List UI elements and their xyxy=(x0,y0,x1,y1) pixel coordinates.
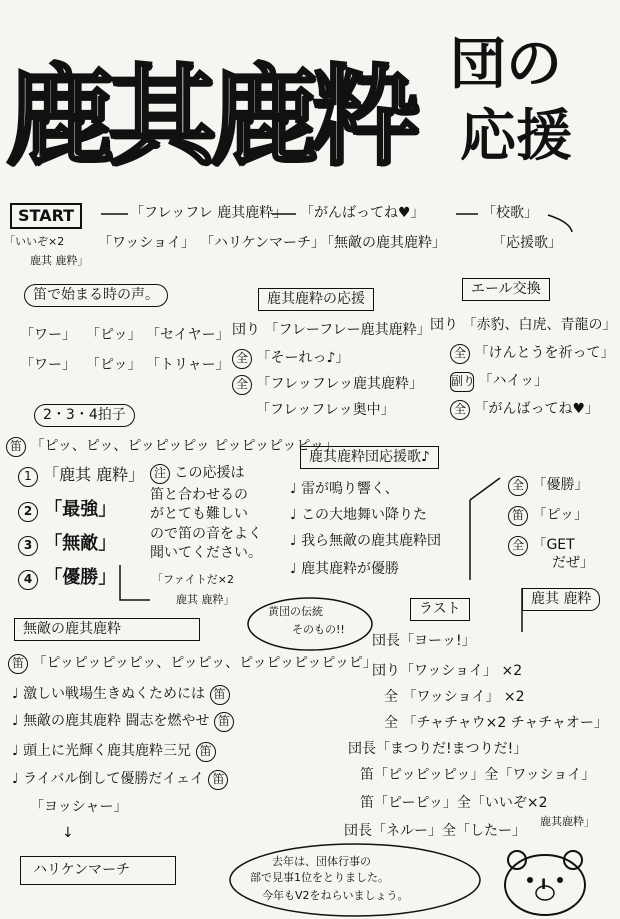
shout: 「ワー」 xyxy=(20,357,76,373)
note-line: 注 この応援は xyxy=(150,464,262,484)
bear-eye-icon xyxy=(527,877,533,883)
footer-bubble-line: 去年は、団体行事の xyxy=(272,855,371,868)
section-title-invincible: 無敵の鹿其鹿粋 xyxy=(14,618,200,641)
song-line: ♩ 鹿其鹿粋が優勝 xyxy=(290,561,400,577)
speaker-all: 全 xyxy=(232,349,252,369)
arrow-curve xyxy=(548,215,572,232)
bracket-line xyxy=(120,565,150,600)
footer-bubble-line: 今年もV2をねらいましょう。 xyxy=(262,889,409,902)
speaker-all: 全 xyxy=(450,344,470,364)
speaker-all: 全 xyxy=(508,476,528,496)
title-main xyxy=(6,30,414,185)
yell-line xyxy=(430,318,616,333)
beat-whistle-text: 「ピッ、ピッ、ピッピッピッ ピッピッピッピッ」 xyxy=(30,438,338,454)
yell-line xyxy=(450,372,548,392)
last-line: 笛「ピッピッピッ」全「ワッショイ」 xyxy=(360,767,596,783)
title-char: 粋 xyxy=(312,54,415,180)
last-line: 団長「まつりだ!まつりだ!」 xyxy=(348,741,528,757)
whistle-icon: 笛 xyxy=(214,712,234,732)
sequence-item-cont: 鹿其 鹿粋」 xyxy=(30,254,89,267)
note-line: がとても難しい xyxy=(150,506,248,523)
song-line: ♩ 我ら無敵の鹿其鹿粋団 xyxy=(290,533,442,549)
song-response-cont: だぜ」 xyxy=(552,555,594,571)
bubble-text: 黄団の伝統 xyxy=(268,605,323,618)
speaker-all: 全 xyxy=(508,536,528,556)
speaker-all: 全 xyxy=(232,375,252,395)
last-line: 笛「ピーピッ」全「いいぞ×2 xyxy=(360,795,548,811)
last-line: 団り「ワッショイ」 ×2 xyxy=(372,663,523,679)
start-label: START xyxy=(10,203,82,229)
yell-line xyxy=(450,400,599,420)
note-line: 聞いてください。 xyxy=(150,545,262,562)
beat-item-text: 「無敵」 xyxy=(44,533,117,554)
yell-text: 「ハイッ」 xyxy=(478,373,549,389)
yell-text: 「けんとうを祈って」 xyxy=(474,345,615,361)
note-mark: 注 xyxy=(150,464,170,484)
invincible-line: ♩ 激しい戦場生きぬくためには 笛 xyxy=(12,685,230,705)
speaker-vice: 副り xyxy=(450,372,474,392)
number-badge: 1 xyxy=(18,467,38,487)
section-title-beat: 2・3・4拍子 xyxy=(34,404,135,427)
bear-letter: I xyxy=(541,877,547,893)
sequence-item: 「ハリケンマーチ」 xyxy=(200,235,326,251)
title-char: 鹿 xyxy=(6,54,109,180)
invincible-line: ♩ 頭上に光輝く鹿其鹿粋三兄 笛 xyxy=(12,742,216,762)
bracket-line xyxy=(470,478,500,500)
cheer-line xyxy=(256,403,395,418)
beat-item-text: 「鹿其 鹿粋」 xyxy=(43,465,145,484)
shout: 「ピッ」 xyxy=(86,357,142,373)
section-title-yell: エール交換 xyxy=(462,278,550,301)
song-response: 笛 「ピッ」 xyxy=(508,506,588,526)
beat-item xyxy=(18,568,116,590)
cheer-text: 「フレッフレッ奥中」 xyxy=(256,402,395,418)
yell-line xyxy=(450,344,614,364)
beat-item xyxy=(18,500,116,522)
section-title-last: ラスト xyxy=(410,598,470,621)
sequence-item: 「ワッショイ」 xyxy=(98,235,196,251)
title-side-top: 団の xyxy=(450,32,562,97)
last-line-cont: 鹿其鹿粋」 xyxy=(540,815,595,828)
beat-item xyxy=(18,466,144,487)
fight-call: 「ファイトだ×2 xyxy=(152,573,234,586)
shout: 「ピッ」 xyxy=(86,327,142,343)
sequence-item: 「いいぞ×2 xyxy=(4,235,65,248)
end-shout: 「ヨッシャー」 xyxy=(30,799,128,815)
section-title-cheer: 鹿其鹿粋の応援 xyxy=(258,288,374,311)
fight-call-cont: 鹿其 鹿粋」 xyxy=(176,593,235,606)
whistle-icon: 笛 xyxy=(210,685,230,705)
whistle-icon: 笛 xyxy=(8,654,28,674)
cheer-text: 「フレッフレッ鹿其鹿粋」 xyxy=(256,376,424,392)
whistle-icon: 笛 xyxy=(208,770,228,790)
speaker: 団り xyxy=(232,322,260,338)
shout: 「ワー」 xyxy=(20,327,76,343)
invincible-line: ♩ 無敵の鹿其鹿粋 闘志を燃やせ 笛 xyxy=(12,712,234,732)
sequence-item: 「校歌」 xyxy=(482,205,538,221)
cheer-line xyxy=(232,349,349,369)
bear-eye-icon xyxy=(557,877,563,883)
speaker: 団り xyxy=(430,317,458,333)
sequence-item: 「応援歌」 xyxy=(492,235,562,251)
flag-banner: 鹿其 鹿粋 xyxy=(522,588,600,611)
shout: 「トリャー」 xyxy=(146,357,230,373)
cheer-line xyxy=(232,323,431,338)
cheer-text: 「フレーフレー鹿其鹿粋」 xyxy=(264,322,431,338)
last-line: 団長「ネルー」全「したー」 xyxy=(344,823,526,839)
title-char: 鹿 xyxy=(210,54,313,180)
number-badge: 4 xyxy=(18,570,38,590)
cheer-line xyxy=(232,375,423,395)
last-line: 団長「ヨーッ!」 xyxy=(372,633,476,649)
down-arrow-icon: ↓ xyxy=(62,825,74,841)
beat-item-text: 「最強」 xyxy=(44,499,117,520)
last-line: 全 「ワッショイ」 ×2 xyxy=(384,689,525,705)
note-line: ので笛の音をよく xyxy=(150,525,262,542)
section-title-whistle: 笛で始まる時の声。 xyxy=(24,284,168,307)
section-title-song: 鹿其鹿粋団応援歌♪ xyxy=(300,446,439,469)
speaker-all: 全 xyxy=(450,400,470,420)
whistle-icon: 笛 xyxy=(196,742,216,762)
yell-text: 「赤豹、白虎、青龍の」 xyxy=(462,317,617,333)
last-line: 全 「チャチャウ×2 チャチャオー」 xyxy=(384,715,608,731)
song-line: ♩ この大地舞い降りた xyxy=(290,507,428,523)
whistle-icon: 笛 xyxy=(508,506,528,526)
song-line: ♩ 雷が鳴り響く、 xyxy=(290,481,399,497)
sequence-item: 「がんばってね♥」 xyxy=(300,205,425,221)
number-badge: 3 xyxy=(18,536,38,556)
title-char: 其 xyxy=(108,54,211,180)
beat-whistle-line xyxy=(6,437,338,457)
next-item-box: ハリケンマーチ xyxy=(20,856,176,885)
song-response: 全 「優勝」 xyxy=(508,476,588,496)
sequence-item: 「無敵の鹿其鹿粋」 xyxy=(320,235,446,251)
beat-item xyxy=(18,534,116,556)
beat-item-text: 「優勝」 xyxy=(44,567,117,588)
title-side-bottom: 応援 xyxy=(460,104,572,169)
invincible-whistle-line: 笛 「ピッピッピッピッ、ピッピッ、ピッピッピッピッピ」 xyxy=(8,654,377,674)
sequence-item: 「フレッフレ 鹿其鹿粋」 xyxy=(130,205,288,221)
yell-text: 「がんばってね♥」 xyxy=(474,401,600,417)
beat-note xyxy=(150,464,262,562)
bubble-text: そのもの!! xyxy=(292,623,345,636)
invincible-line: ♩ ライバル倒して優勝だイェイ 笛 xyxy=(12,770,228,790)
song-response: 全 「GET xyxy=(508,536,575,556)
footer-bubble-line: 部で見事1位をとりました。 xyxy=(250,871,389,884)
shout: 「セイヤー」 xyxy=(146,327,230,343)
whistle-icon: 笛 xyxy=(6,437,26,457)
number-badge: 2 xyxy=(18,502,38,522)
note-line: 笛と合わせるの xyxy=(150,487,248,503)
cheer-text: 「そーれっ♪」 xyxy=(256,350,350,366)
